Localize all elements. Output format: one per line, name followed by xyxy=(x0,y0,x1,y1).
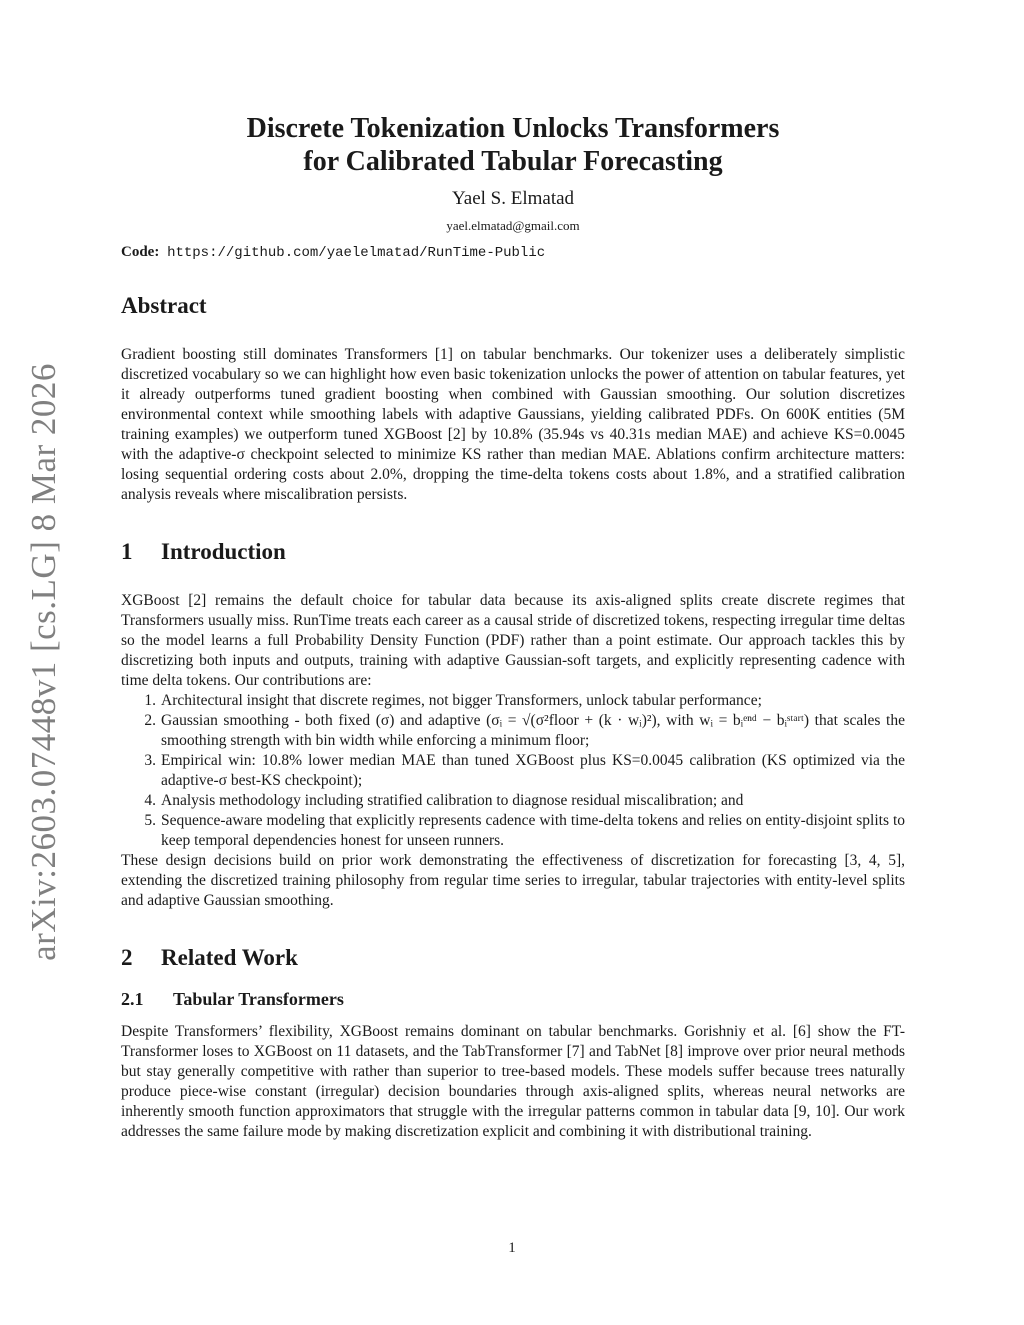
subsection-heading-tabular-transformers xyxy=(121,989,905,1010)
section-heading-related-work xyxy=(121,945,905,971)
title-line-2: for Calibrated Tabular Forecasting xyxy=(303,146,723,177)
page-number: 1 xyxy=(508,1240,516,1256)
arxiv-identifier: arXiv:2603.07448v1 [cs.LG] 8 Mar 2026 xyxy=(24,363,63,961)
list-item-text: Gaussian smoothing - both fixed (σ) and adaptive (σᵢ = √(σ²floor + (k · wᵢ)²), with wᵢ = bᵢᵉⁿᵈ − bᵢˢᵗᵃʳᵗ) that scales the smoothing strength with bin width while enforcing a minimum floor; xyxy=(161,712,905,749)
paper-content xyxy=(121,112,905,1142)
list-item-text: Architectural insight that discrete regimes, not bigger Transformers, unlock tabular performance; xyxy=(161,692,762,709)
code-link-line xyxy=(121,244,905,261)
list-item xyxy=(121,811,905,851)
list-item-text: Empirical win: 10.8% lower median MAE than tuned XGBoost plus KS=0.0045 calibration (KS optimized via the adaptive-σ best-KS checkpoint); xyxy=(161,752,905,789)
introduction-paragraph-2: These design decisions build on prior work demonstrating the effectiveness of discretization for forecasting [3, 4, 5], extending the discretized training philosophy from regular time series to irregular, tabular trajectories with entity-level splits and adaptive Gaussian smoothing. xyxy=(121,852,905,909)
code-url-link[interactable]: https://github.com/yaelelmatad/RunTime-Public xyxy=(167,245,546,261)
related-work-paragraph: Despite Transformers’ flexibility, XGBoost remains dominant on tabular benchmarks. Gorishniy et al. [6] show the FT-Transformer loses to XGBoost on 11 datasets, and the TabTransformer [7] and TabNet [8] improve over prior neural methods but stay generally competitive with rather than superior to tree-based models. These models suffer because trees naturally produce piece-wise constant (irregular) decision boundaries through axis-aligned splits, whereas neural networks are inherently smooth function approximators that struggle with the irregular patterns common in tabular data [9, 10]. Our work addresses the same failure mode by making discretization explicit and combining it with distributional training. xyxy=(121,1023,905,1140)
paper-title xyxy=(121,112,905,178)
list-item-number: 4. xyxy=(144,792,156,809)
subsection-title: Tabular Transformers xyxy=(173,989,344,1009)
abstract-text: Gradient boosting still dominates Transformers [1] on tabular benchmarks. Our tokenizer uses a deliberately simplistic discretized vocabulary so we can highlight how even basic tokenization unlocks the power of attention on tabular features, yet it already outperforms tuned gradient boosting when combined with Gaussian smoothing. Our solution discretizes environmental context while smoothing labels with adaptive Gaussians, yielding calibrated PDFs. On 600K entities (5M training examples) we outperform tuned XGBoost [2] by 10.8% (35.94s vs 40.31s median MAE) and achieve KS=0.0045 with the adaptive-σ checkpoint selected to minimize KS rather than median MAE. Ablations confirm architecture matters: losing sequential ordering costs about 2.0%, dropping the time-delta tokens costs about 1.8%, and a stratified calibration analysis reveals where miscalibration persists. xyxy=(121,346,905,503)
list-item-number: 5. xyxy=(144,812,156,829)
introduction-paragraph-1: XGBoost [2] remains the default choice for tabular data because its axis-aligned splits create discrete regimes that Transformers usually miss. RunTime treats each career as a causal stride of discretized tokens, respecting irregular time deltas so the model learns a full Probability Density Function (PDF) rather than a point estimate. Our approach tackles this by discretizing both inputs and outputs, training with adaptive Gaussian-soft targets, and explicitly representing cadence with time delta tokens. Our contributions are: xyxy=(121,592,905,689)
list-item-text: Analysis methodology including stratified calibration to diagnose residual miscalibration; and xyxy=(161,792,744,809)
title-line-1: Discrete Tokenization Unlocks Transformers xyxy=(246,113,780,144)
contributions-list xyxy=(121,691,905,851)
list-item xyxy=(121,791,905,811)
list-item-number: 1. xyxy=(144,692,156,709)
list-item xyxy=(121,711,905,751)
section-title: Introduction xyxy=(161,539,286,564)
list-item-number: 2. xyxy=(144,712,156,729)
list-item xyxy=(121,691,905,711)
author-name: Yael S. Elmatad xyxy=(451,188,575,209)
section-number: 2 xyxy=(121,945,133,970)
abstract-heading: Abstract xyxy=(121,293,207,318)
list-item-text: Sequence-aware modeling that explicitly represents cadence with time-delta tokens and relies on entity-disjoint splits to keep temporal dependencies honest for unseen runners. xyxy=(161,812,905,849)
list-item-number: 3. xyxy=(144,752,156,769)
section-number: 1 xyxy=(121,539,133,564)
list-item xyxy=(121,751,905,791)
subsection-number: 2.1 xyxy=(121,989,144,1009)
author-email: yael.elmatad@gmail.com xyxy=(446,218,580,233)
code-label: Code: xyxy=(121,244,160,260)
section-heading-introduction xyxy=(121,539,905,565)
section-title: Related Work xyxy=(161,945,298,970)
introduction-body xyxy=(121,591,905,911)
